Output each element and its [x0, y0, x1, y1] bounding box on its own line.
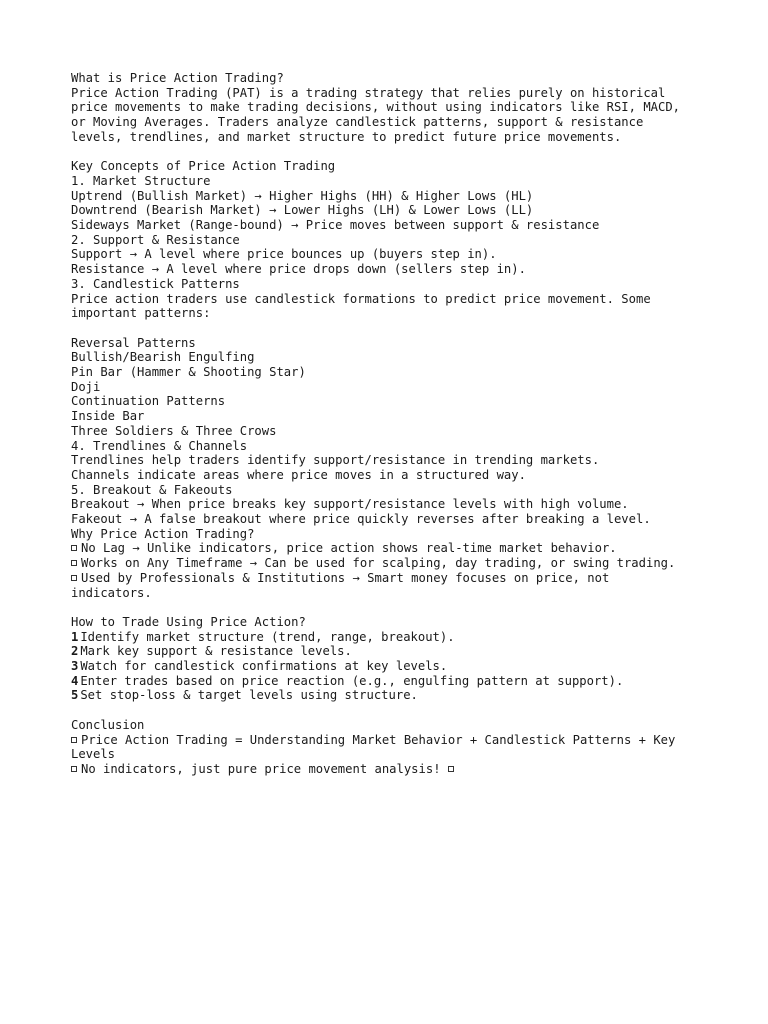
section-4-line: Trendlines help traders identify support/resistance in trending markets.	[71, 453, 600, 468]
pattern-line: Bullish/Bearish Engulfing	[71, 350, 255, 365]
spacer	[71, 600, 721, 615]
intro-line: or Moving Averages. Traders analyze candlestick patterns, support & resistance	[71, 115, 644, 130]
checkbox-icon	[448, 766, 454, 772]
checkbox-icon	[71, 560, 77, 566]
section-3-title: 3. Candlestick Patterns	[71, 276, 240, 291]
section-5-line: Fakeout → A false breakout where price quickly reverses after breaking a level.	[71, 512, 651, 527]
spacer	[71, 703, 721, 718]
section-1-line: Sideways Market (Range-bound) → Price moves between support & resistance	[71, 218, 600, 233]
how-title: How to Trade Using Price Action?	[71, 614, 306, 629]
conclusion-item	[71, 733, 721, 748]
pattern-line: Reversal Patterns	[71, 335, 196, 350]
how-step	[71, 659, 721, 674]
section-2-line: Resistance → A level where price drops down (sellers step in).	[71, 262, 526, 277]
conclusion-item	[71, 762, 721, 777]
checkbox-icon	[71, 766, 77, 772]
why-item-text: Used by Professionals & Institutions → Smart money focuses on price, not	[81, 570, 610, 585]
checkbox-icon	[71, 545, 77, 551]
step-number: 4	[71, 673, 79, 688]
step-number: 5	[71, 688, 79, 703]
how-step-text: Identify market structure (trend, range, breakout).	[80, 629, 455, 644]
pattern-line: Doji	[71, 379, 101, 394]
intro-line: price movements to make trading decisions, without using indicators like RSI, MACD,	[71, 100, 681, 115]
step-number: 2	[71, 644, 79, 659]
intro-line: levels, trendlines, and market structure to predict future price movements.	[71, 129, 622, 144]
intro-title: What is Price Action Trading?	[71, 71, 284, 85]
spacer	[71, 321, 721, 336]
conclusion-title: Conclusion	[71, 717, 145, 732]
how-step-text: Mark key support & resistance levels.	[80, 644, 352, 659]
document-body	[71, 71, 721, 777]
section-2-line: Support → A level where price bounces up (buyers step in).	[71, 247, 497, 262]
section-3-line: Price action traders use candlestick formations to predict price movement. Some	[71, 291, 651, 306]
pattern-line: Three Soldiers & Three Crows	[71, 423, 277, 438]
why-item-wrap: indicators.	[71, 585, 152, 600]
conclusion-item-text: Price Action Trading = Understanding Market Behavior + Candlestick Patterns + Key	[81, 732, 676, 747]
section-5-title: 5. Breakout & Fakeouts	[71, 482, 233, 497]
section-5-line: Breakout → When price breaks key support/resistance levels with high volume.	[71, 497, 629, 512]
pattern-line: Inside Bar	[71, 409, 145, 424]
checkbox-icon	[71, 575, 77, 581]
key-concepts-title: Key Concepts of Price Action Trading	[71, 159, 336, 174]
checkbox-icon	[71, 737, 77, 743]
how-step-text: Enter trades based on price reaction (e.g., engulfing pattern at support).	[80, 673, 624, 688]
section-2-title: 2. Support & Resistance	[71, 232, 240, 247]
why-title: Why Price Action Trading?	[71, 526, 255, 541]
intro-line: Price Action Trading (PAT) is a trading strategy that relies purely on historical	[71, 85, 666, 100]
why-item-text: No Lag → Unlike indicators, price action shows real-time market behavior.	[81, 541, 617, 556]
conclusion-item-text: No indicators, just pure price movement analysis!	[81, 761, 441, 776]
why-item	[71, 541, 721, 556]
section-1-line: Downtrend (Bearish Market) → Lower Highs (LH) & Lower Lows (LL)	[71, 203, 534, 218]
how-step	[71, 674, 721, 689]
how-step-text: Watch for candlestick confirmations at key levels.	[80, 659, 448, 674]
conclusion-item-wrap: Levels	[71, 747, 116, 762]
why-item-text: Works on Any Timeframe → Can be used for scalping, day trading, or swing trading.	[81, 556, 676, 571]
section-3-line: important patterns:	[71, 306, 211, 321]
how-step-text: Set stop-loss & target levels using structure.	[80, 688, 418, 703]
how-step	[71, 644, 721, 659]
how-step	[71, 688, 721, 703]
why-item	[71, 556, 721, 571]
step-number: 3	[71, 659, 79, 674]
section-1-title: 1. Market Structure	[71, 173, 211, 188]
why-item	[71, 571, 721, 586]
step-number: 1	[71, 629, 79, 644]
spacer	[71, 145, 721, 160]
section-4-line: Channels indicate areas where price moves in a structured way.	[71, 467, 526, 482]
section-1-line: Uptrend (Bullish Market) → Higher Highs (HH) & Higher Lows (HL)	[71, 188, 534, 203]
how-step	[71, 630, 721, 645]
pattern-line: Pin Bar (Hammer & Shooting Star)	[71, 365, 306, 380]
section-4-title: 4. Trendlines & Channels	[71, 438, 248, 453]
pattern-line: Continuation Patterns	[71, 394, 226, 409]
